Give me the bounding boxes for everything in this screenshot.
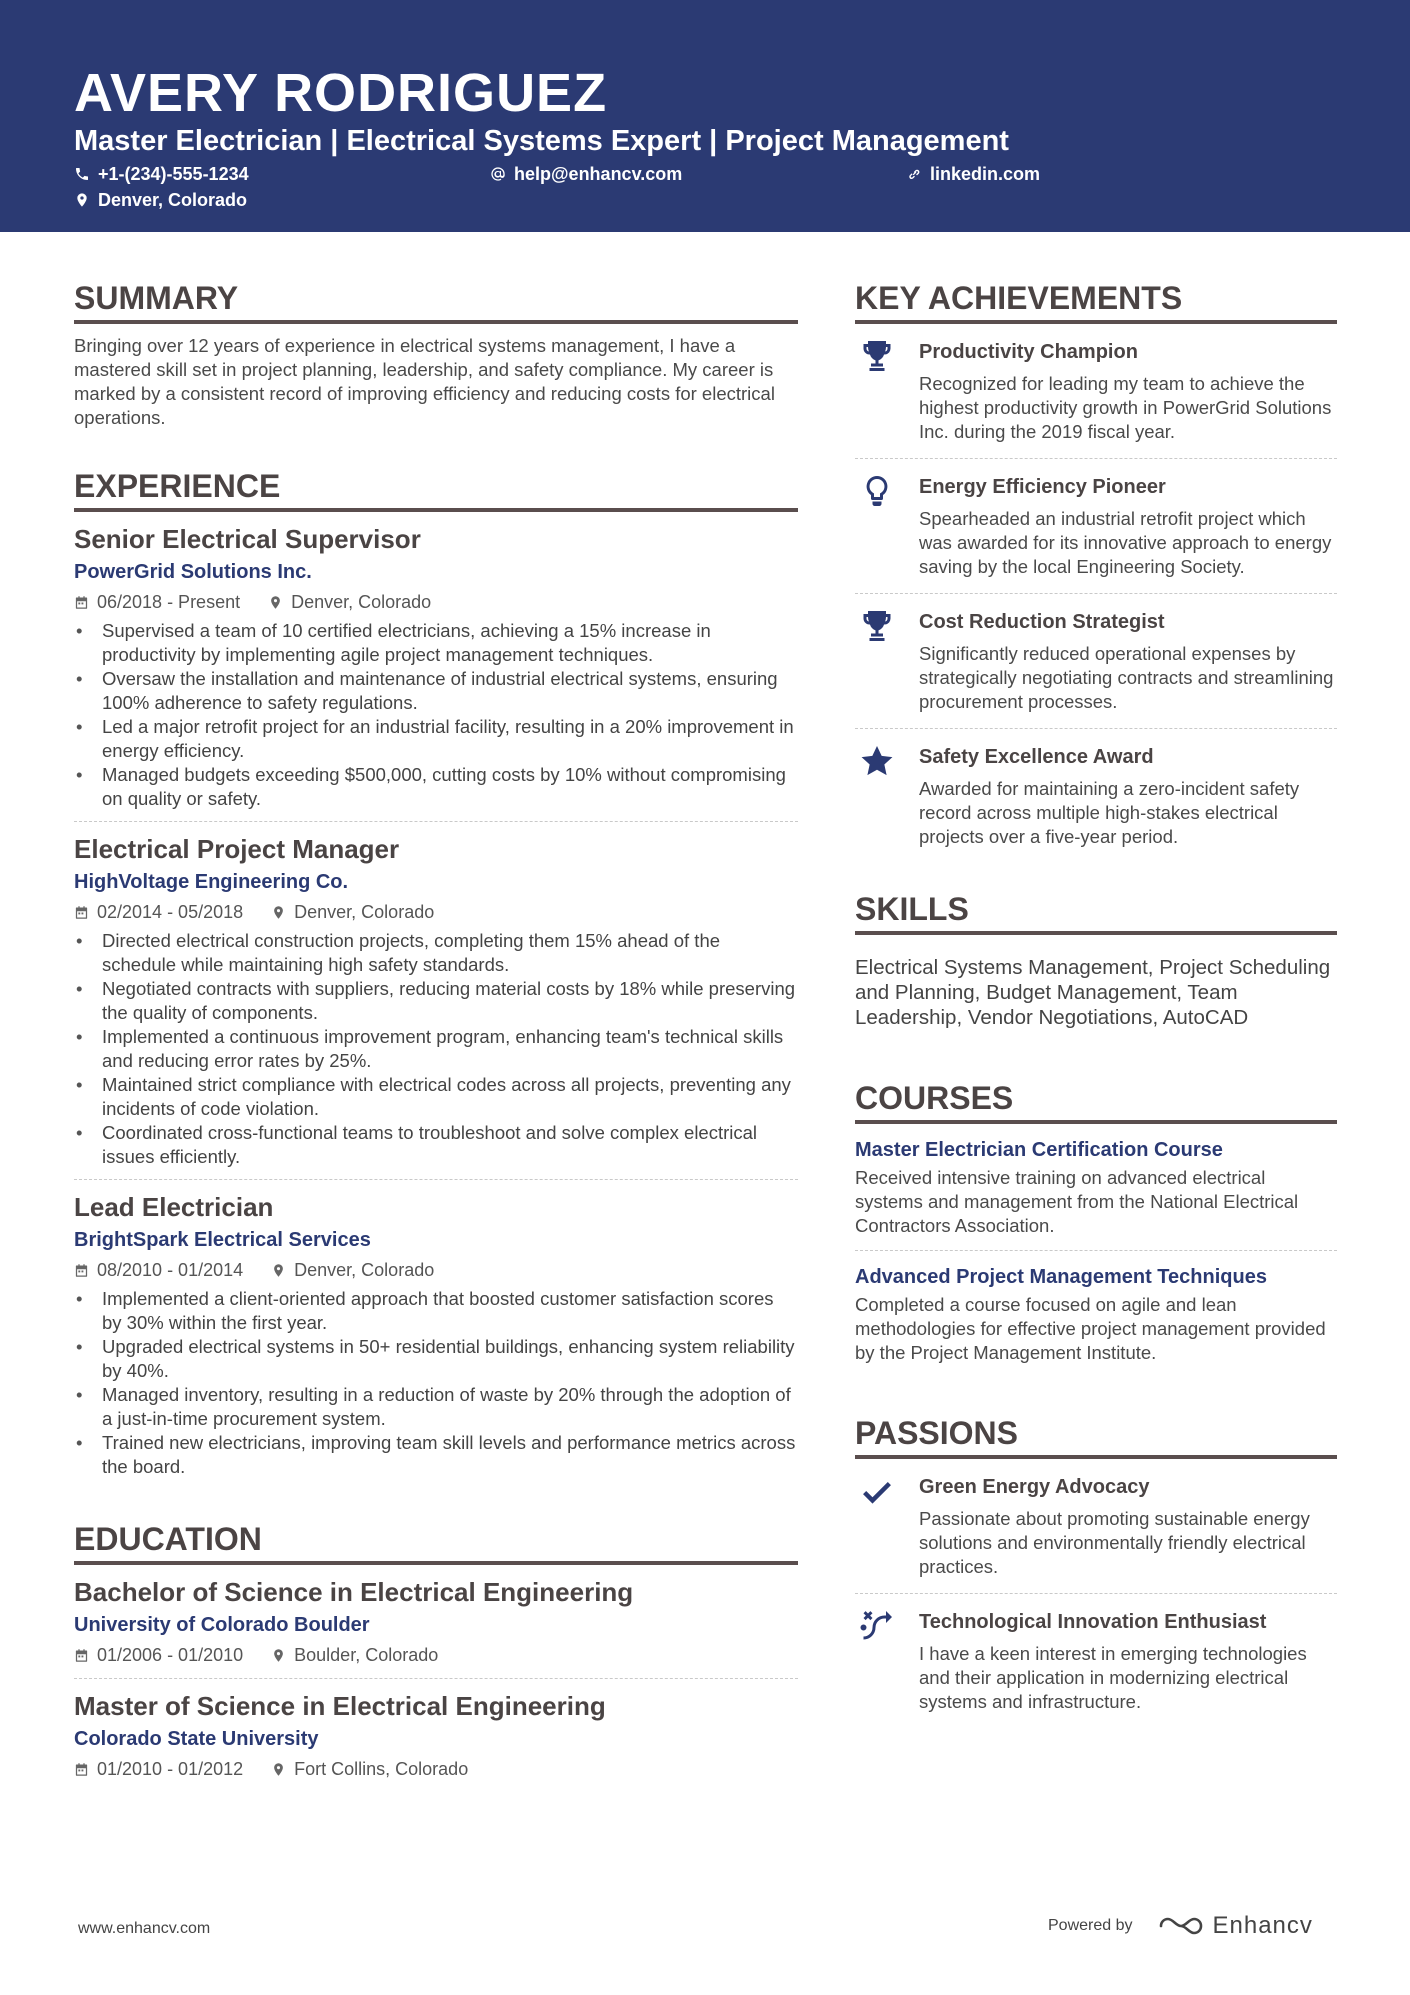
headline: Master Electrician | Electrical Systems Expert | Project Management [74, 125, 1009, 157]
job-bullets [74, 929, 798, 1169]
location-pin-icon [268, 595, 283, 610]
achievements-section [855, 278, 1337, 863]
calendar-icon [74, 1648, 89, 1663]
candidate-name: AVERY RODRIGUEZ [74, 63, 608, 123]
passion-item [855, 1459, 1337, 1594]
course-title: Advanced Project Management Techniques [855, 1266, 1267, 1288]
achievements-heading: KEY ACHIEVEMENTS [855, 278, 1337, 324]
degree-title: Bachelor of Science in Electrical Engineering [74, 1577, 634, 1607]
job-bullets [74, 619, 798, 811]
job-bullets [74, 1287, 798, 1479]
dates-text: 08/2010 - 01/2014 [97, 1260, 244, 1280]
education-location [271, 1756, 468, 1782]
education-meta [74, 1756, 798, 1782]
job-title: Electrical Project Manager [74, 834, 400, 864]
contact-email[interactable] [490, 162, 682, 186]
dates-text: 06/2018 - Present [97, 592, 241, 612]
achievement-desc: Recognized for leading my team to achieve the highest productivity growth in PowerGrid Solutions Inc. during the 2019 fiscal year. [919, 373, 1332, 442]
passions-section [855, 1413, 1337, 1728]
degree-title: Master of Science in Electrical Engineering [74, 1691, 606, 1721]
location-text: Fort Collins, Colorado [294, 1759, 469, 1779]
email-text: help@enhancv.com [514, 164, 683, 184]
location-pin-icon [74, 192, 90, 208]
location-pin-icon [271, 1263, 286, 1278]
trophy-icon [859, 338, 895, 374]
job-location [268, 589, 431, 615]
job-entry [74, 822, 798, 1180]
brand-logo[interactable] [1157, 1912, 1313, 1940]
dates-text: 01/2006 - 01/2010 [97, 1645, 244, 1665]
location-text: Denver, Colorado [294, 1260, 435, 1280]
bullet-item: • Coordinated cross-functional teams to troubleshoot and solve complex electrical issues efficiently. [74, 1121, 798, 1169]
achievement-item [855, 324, 1337, 459]
education-meta [74, 1642, 798, 1668]
summary-text: Bringing over 12 years of experience in electrical systems management, I have a mastered skill set in project planning, leadership, and safety compliance. My career is marked by a consistent record of improving efficiency and reducing costs for electrical operations. [74, 335, 775, 428]
location-pin-icon [271, 1648, 286, 1663]
bullet-item: • Maintained strict compliance with electrical codes across all projects, preventing any incidents of code violation. [74, 1073, 798, 1121]
education-dates [74, 1756, 243, 1782]
job-meta [74, 1257, 798, 1283]
bullet-item: • Managed budgets exceeding $500,000, cutting costs by 10% without compromising on quality or safety. [74, 763, 798, 811]
achievement-title: Productivity Champion [919, 341, 1138, 363]
achievement-desc: Spearheaded an industrial retrofit project which was awarded for its innovative approach to energy saving by the local Engineering Society. [919, 508, 1332, 577]
achievement-title: Energy Efficiency Pioneer [919, 476, 1166, 498]
company-name: HighVoltage Engineering Co. [74, 871, 349, 893]
courses-section [855, 1078, 1337, 1377]
link-icon [906, 166, 922, 182]
achievement-title: Safety Excellence Award [919, 746, 1154, 768]
linkedin-text: linkedin.com [930, 164, 1041, 184]
bullet-item: • Directed electrical construction projects, completing them 15% ahead of the schedule while maintaining high safety standards. [74, 929, 798, 977]
job-entry [74, 1180, 798, 1489]
bullet-item: • Oversaw the installation and maintenance of industrial electrical systems, ensuring 100% adherence to safety regulations. [74, 667, 798, 715]
passion-title: Technological Innovation Enthusiast [919, 1611, 1267, 1633]
powered-by-text: Powered by [1048, 1917, 1133, 1934]
job-dates [74, 1257, 243, 1283]
calendar-icon [74, 1263, 89, 1278]
passion-desc: Passionate about promoting sustainable energy solutions and environmentally friendly electrical practices. [919, 1508, 1310, 1577]
job-meta [74, 589, 798, 615]
bullet-item: • Negotiated contracts with suppliers, reducing material costs by 18% while preserving the quality of components. [74, 977, 798, 1025]
achievement-item [855, 594, 1337, 729]
job-title: Lead Electrician [74, 1192, 274, 1222]
left-column [74, 278, 798, 1828]
experience-section [74, 466, 798, 1489]
bullet-item: • Managed inventory, resulting in a reduction of waste by 20% through the adoption of a just-in-time procurement system. [74, 1383, 798, 1431]
school-name: Colorado State University [74, 1728, 319, 1750]
contact-linkedin[interactable] [906, 162, 1040, 186]
enhancv-logo-icon [1157, 1913, 1205, 1939]
job-location [271, 899, 434, 925]
achievement-item [855, 729, 1337, 863]
course-item [855, 1251, 1337, 1377]
school-name: University of Colorado Boulder [74, 1614, 370, 1636]
calendar-icon [74, 1762, 89, 1777]
resume-header [0, 0, 1410, 232]
at-icon [490, 166, 506, 182]
passion-title: Green Energy Advocacy [919, 1476, 1150, 1498]
footer-website[interactable]: www.enhancv.com [78, 1920, 211, 1937]
job-location [271, 1257, 434, 1283]
location-text: Denver, Colorado [98, 190, 248, 210]
passion-desc: I have a keen interest in emerging technologies and their application in modernizing electrical systems and infrastructure. [919, 1643, 1307, 1712]
education-entry [74, 1679, 798, 1792]
achievement-desc: Significantly reduced operational expenses by strategically negotiating contracts and streamlining procurement processes. [919, 643, 1334, 712]
phone-icon [74, 166, 90, 182]
achievement-title: Cost Reduction Strategist [919, 611, 1165, 633]
location-pin-icon [271, 905, 286, 920]
bullet-item: • Trained new electricians, improving team skill levels and performance metrics across the board. [74, 1431, 798, 1479]
course-desc: Completed a course focused on agile and lean methodologies for effective project management provided by the Project Management Institute. [855, 1294, 1326, 1363]
courses-heading: COURSES [855, 1078, 1337, 1124]
brand-name: Enhancv [1212, 1912, 1313, 1939]
calendar-icon [74, 905, 89, 920]
location-pin-icon [271, 1762, 286, 1777]
company-name: BrightSpark Electrical Services [74, 1229, 371, 1251]
experience-heading: EXPERIENCE [74, 466, 798, 512]
education-dates [74, 1642, 243, 1668]
achievement-item [855, 459, 1337, 594]
dates-text: 02/2014 - 05/2018 [97, 902, 244, 922]
contact-location [74, 188, 247, 212]
summary-section [74, 278, 798, 430]
bullet-item: • Implemented a client-oriented approach that boosted customer satisfaction scores by 30% within the first year. [74, 1287, 798, 1335]
location-text: Denver, Colorado [291, 592, 432, 612]
strategy-icon [859, 1608, 895, 1644]
passion-item [855, 1594, 1337, 1728]
lightbulb-icon [859, 473, 895, 509]
course-desc: Received intensive training on advanced electrical systems and management from the National Electrical Contractors Association. [855, 1167, 1299, 1236]
course-item [855, 1124, 1337, 1251]
bullet-item: • Supervised a team of 10 certified electricians, achieving a 15% increase in productivity by implementing agile project management techniques. [74, 619, 798, 667]
bullet-item: • Implemented a continuous improvement program, enhancing team's technical skills and reducing error rates by 25%. [74, 1025, 798, 1073]
trophy-icon [859, 608, 895, 644]
passions-heading: PASSIONS [855, 1413, 1337, 1459]
job-dates [74, 899, 243, 925]
star-icon [859, 743, 895, 779]
education-heading: EDUCATION [74, 1519, 798, 1565]
footer-branding [1048, 1912, 1313, 1940]
location-text: Denver, Colorado [294, 902, 435, 922]
education-section [74, 1519, 798, 1792]
right-column [855, 278, 1337, 1764]
education-entry [74, 1565, 798, 1679]
checkmark-icon [859, 1473, 895, 1509]
bullet-item: • Led a major retrofit project for an industrial facility, resulting in a 20% improvement in energy efficiency. [74, 715, 798, 763]
contact-phone[interactable] [74, 162, 249, 186]
skills-heading: SKILLS [855, 889, 1337, 935]
skills-section [855, 889, 1337, 1030]
company-name: PowerGrid Solutions Inc. [74, 561, 312, 583]
job-dates [74, 589, 240, 615]
education-location [271, 1642, 438, 1668]
achievement-desc: Awarded for maintaining a zero-incident safety record across multiple high-stakes electrical projects over a five-year period. [919, 778, 1300, 847]
job-entry [74, 512, 798, 822]
bullet-item: • Upgraded electrical systems in 50+ residential buildings, enhancing system reliability by 40%. [74, 1335, 798, 1383]
dates-text: 01/2010 - 01/2012 [97, 1759, 244, 1779]
summary-heading: SUMMARY [74, 278, 798, 324]
phone-text: +1-(234)-555-1234 [98, 164, 249, 184]
location-text: Boulder, Colorado [294, 1645, 439, 1665]
job-title: Senior Electrical Supervisor [74, 524, 421, 554]
calendar-icon [74, 595, 89, 610]
skills-text: Electrical Systems Management, Project Scheduling and Planning, Budget Management, Team Leadership, Vendor Negotiations, AutoCAD [855, 956, 1331, 1029]
job-meta [74, 899, 798, 925]
course-title: Master Electrician Certification Course [855, 1139, 1223, 1161]
